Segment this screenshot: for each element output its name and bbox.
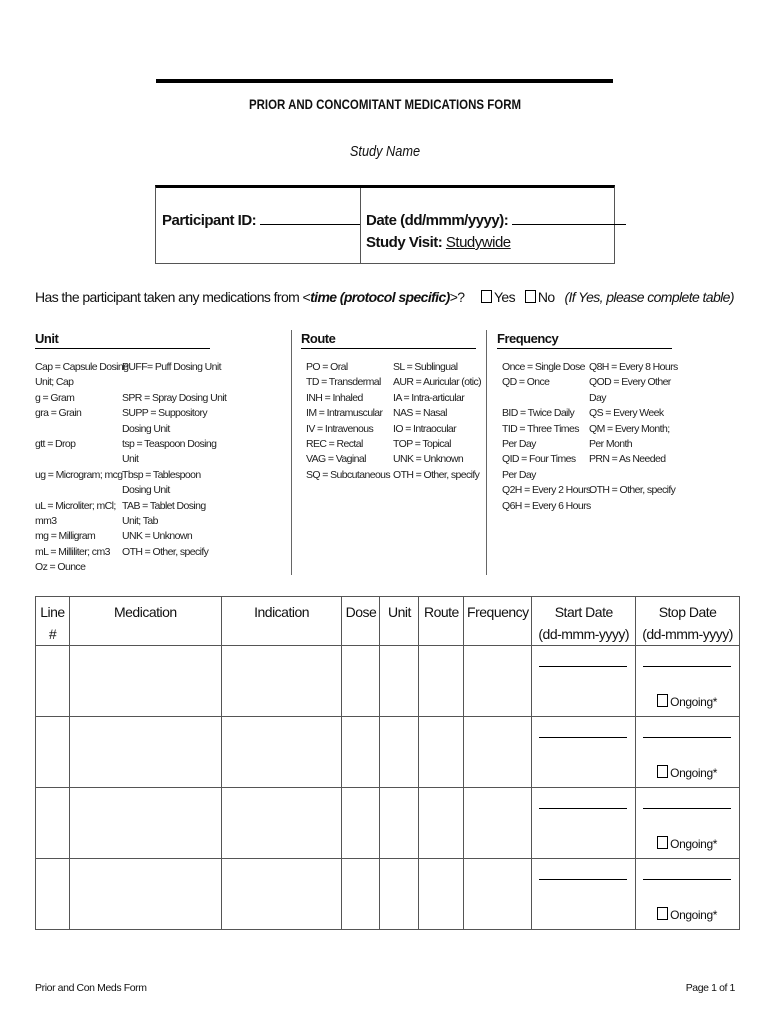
header-dose: Dose [342, 597, 380, 646]
ongoing-option [657, 694, 717, 709]
route-code: REC = Rectal [306, 438, 363, 451]
stop-date-line [643, 666, 731, 667]
legend-separator-1 [291, 330, 292, 575]
frequency-cell[interactable] [464, 788, 532, 859]
question-note: (If Yes, please complete table) [564, 289, 734, 305]
unit-cell[interactable] [380, 859, 419, 930]
unit-code: ug = Microgram; mcg [35, 468, 123, 481]
indication-cell[interactable] [221, 788, 342, 859]
route-code: SL = Sublingual [393, 361, 458, 373]
route-code: TD = Transdermal [306, 376, 381, 389]
frequency-code: Q2H = Every 2 Hours [502, 484, 591, 497]
route-list-2 [393, 360, 481, 483]
frequency-code [589, 468, 678, 483]
date-label: Date (dd/mmm/yyyy): [366, 212, 509, 229]
table-row [36, 859, 740, 930]
route-code: VAG = Vaginal [306, 453, 366, 466]
stop-date-cell[interactable] [636, 646, 740, 717]
dose-cell[interactable] [342, 788, 380, 859]
start-date-cell[interactable] [532, 788, 636, 859]
frequency-code: QS = Every Week [589, 407, 664, 420]
route-code: SQ = Subcutaneous [306, 468, 391, 481]
medication-cell[interactable] [69, 717, 221, 788]
line-cell[interactable] [36, 717, 70, 788]
unit-code: gtt = Drop [35, 438, 76, 451]
frequency-heading: Frequency [497, 331, 672, 349]
indication-cell[interactable] [221, 859, 342, 930]
route-code: OTH = Other, specify [393, 468, 480, 481]
frequency-cell[interactable] [464, 646, 532, 717]
line-cell[interactable] [36, 859, 70, 930]
start-date-line [539, 737, 627, 738]
ongoing-label: Ongoing* [670, 695, 717, 709]
indication-cell[interactable] [221, 717, 342, 788]
frequency-list-2 [589, 360, 678, 499]
unit-code: Dosing Unit [122, 484, 170, 497]
table-header-row [36, 597, 740, 646]
start-date-cell[interactable] [532, 646, 636, 717]
stop-date-cell[interactable] [636, 859, 740, 930]
frequency-code: Q6H = Every 6 Hours [502, 499, 591, 512]
ongoing-label: Ongoing* [670, 908, 717, 922]
unit-code [35, 483, 128, 498]
route-cell[interactable] [419, 646, 464, 717]
medication-cell[interactable] [69, 646, 221, 717]
route-code: NAS = Nasal [393, 407, 447, 420]
unit-code: SUPP = Suppository [122, 407, 208, 420]
table-row [36, 788, 740, 859]
header-line: Line # [36, 597, 70, 646]
start-date-line [539, 808, 627, 809]
route-code: IM = Intramuscular [306, 407, 383, 420]
unit-code: Unit [122, 453, 139, 466]
ongoing-option [657, 907, 717, 922]
indication-cell[interactable] [221, 646, 342, 717]
unit-code: Unit; Tab [122, 515, 158, 528]
unit-code: mg = Milligram [35, 530, 96, 543]
yes-checkbox[interactable] [481, 290, 492, 303]
ongoing-label: Ongoing* [670, 766, 717, 780]
unit-code: SPR = Spray Dosing Unit [122, 391, 227, 404]
unit-code: OTH = Other, specify [122, 545, 209, 558]
frequency-code: Per Day [502, 438, 536, 451]
start-date-cell[interactable] [532, 859, 636, 930]
route-code: PO = Oral [306, 361, 348, 373]
table-row [36, 646, 740, 717]
ongoing-checkbox[interactable] [657, 765, 668, 778]
unit-cell[interactable] [380, 788, 419, 859]
unit-cell[interactable] [380, 646, 419, 717]
frequency-code: QD = Once [502, 376, 550, 389]
table-row [36, 717, 740, 788]
frequency-code: Day [589, 391, 606, 404]
route-heading: Route [301, 331, 476, 349]
participant-id-input[interactable] [260, 214, 360, 225]
ongoing-checkbox[interactable] [657, 694, 668, 707]
study-visit-label: Study Visit: [366, 234, 443, 251]
start-date-line [539, 879, 627, 880]
no-checkbox[interactable] [525, 290, 536, 303]
unit-code [122, 375, 226, 390]
unit-code [35, 422, 128, 437]
start-date-cell[interactable] [532, 717, 636, 788]
stop-date-line [643, 879, 731, 880]
question-prefix: Has the participant taken any medications from < [35, 289, 311, 305]
frequency-list-1 [502, 360, 591, 514]
ongoing-option [657, 765, 717, 780]
frequency-code: Once = Single Dose [502, 361, 585, 373]
question-suffix: >? [449, 289, 465, 305]
route-code: IO = Intraocular [393, 422, 457, 435]
dose-cell[interactable] [342, 646, 380, 717]
route-cell[interactable] [419, 859, 464, 930]
ongoing-checkbox[interactable] [657, 907, 668, 920]
footer-page-number: Page 1 of 1 [685, 982, 735, 994]
date-field [366, 212, 626, 229]
unit-code: mL = Milliliter; cm3 [35, 545, 110, 558]
medications-table [35, 596, 740, 930]
stop-date-line [643, 808, 731, 809]
unit-code: Unit; Cap [35, 376, 74, 389]
route-cell[interactable] [419, 717, 464, 788]
footer-form-name: Prior and Con Meds Form [35, 982, 147, 994]
route-code: AUR = Auricular (otic) [393, 376, 482, 389]
no-label: No [537, 289, 555, 305]
title-rule [156, 79, 613, 83]
unit-cell[interactable] [380, 717, 419, 788]
frequency-code: TID = Three Times [502, 422, 579, 435]
unit-code: Tbsp = Tablespoon [122, 468, 201, 481]
route-code: IA = Intra-articular [393, 391, 465, 404]
stop-date-line [643, 737, 731, 738]
start-date-line [539, 666, 627, 667]
unit-code: g = Gram [35, 391, 75, 404]
unit-code: tsp = Teaspoon Dosing [122, 438, 217, 451]
header-stop-date: Stop Date (dd-mmm-yyyy) [636, 597, 740, 646]
unit-code: TAB = Tablet Dosing [122, 499, 206, 512]
stop-date-cell[interactable] [636, 717, 740, 788]
study-visit-value: Studywide [445, 234, 511, 251]
header-unit: Unit [380, 597, 419, 646]
route-list-1 [306, 360, 390, 483]
ongoing-checkbox[interactable] [657, 836, 668, 849]
frequency-code [502, 391, 591, 406]
header-medication: Medication [69, 597, 221, 646]
unit-code: uL = Microliter; mCl; [35, 499, 116, 512]
legend-separator-2 [486, 330, 487, 575]
unit-code: Dosing Unit [122, 422, 170, 435]
frequency-code: Q8H = Every 8 Hours [589, 361, 678, 373]
unit-code: UNK = Unknown [122, 530, 193, 543]
unit-heading: Unit [35, 331, 210, 349]
participant-box [155, 185, 615, 264]
unit-code: gra = Grain [35, 407, 82, 420]
unit-list-2 [122, 360, 226, 560]
participant-id-field [162, 212, 360, 229]
unit-code: mm3 [35, 515, 57, 528]
header-route: Route [419, 597, 464, 646]
frequency-code: PRN = As Needed [589, 453, 666, 466]
medication-cell[interactable] [69, 859, 221, 930]
frequency-code: QOD = Every Other [589, 376, 671, 389]
frequency-cell[interactable] [464, 717, 532, 788]
route-code: TOP = Topical [393, 438, 451, 451]
header-start-date: Start Date (dd-mmm-yyyy) [532, 597, 636, 646]
frequency-code: OTH = Other, specify [589, 484, 676, 497]
line-cell[interactable] [36, 646, 70, 717]
unit-code: Oz = Ounce [35, 561, 86, 574]
dose-cell[interactable] [342, 717, 380, 788]
frequency-code: QID = Four Times [502, 453, 576, 466]
unit-list-1 [35, 360, 128, 576]
frequency-code: BID = Twice Daily [502, 407, 575, 420]
study-name: Study Name [349, 143, 421, 160]
frequency-code: Per Day [502, 468, 536, 481]
form-title: PRIOR AND CONCOMITANT MEDICATIONS FORM [248, 96, 522, 112]
route-code: UNK = Unknown [393, 453, 464, 466]
participant-id-label: Participant ID: [162, 212, 257, 229]
medication-cell[interactable] [69, 788, 221, 859]
date-input[interactable] [512, 214, 626, 225]
question-time-phrase: time (protocol specific) [310, 289, 450, 305]
unit-code: Cap = Capsule Dosing [35, 361, 129, 373]
ongoing-label: Ongoing* [670, 837, 717, 851]
dose-cell[interactable] [342, 859, 380, 930]
unit-code [35, 452, 128, 467]
frequency-code: Per Month [589, 438, 633, 451]
ongoing-option [657, 836, 717, 851]
route-code: INH = Inhaled [306, 391, 363, 404]
frequency-cell[interactable] [464, 859, 532, 930]
route-code: IV = Intravenous [306, 422, 374, 435]
yes-label: Yes [493, 289, 515, 305]
study-visit-field [366, 234, 511, 251]
stop-date-cell[interactable] [636, 788, 740, 859]
header-indication: Indication [221, 597, 342, 646]
unit-code: PUFF= Puff Dosing Unit [122, 361, 221, 373]
frequency-code: QM = Every Month; [589, 422, 670, 435]
route-cell[interactable] [419, 788, 464, 859]
line-cell[interactable] [36, 788, 70, 859]
header-frequency: Frequency [464, 597, 532, 646]
medication-question [35, 289, 734, 305]
